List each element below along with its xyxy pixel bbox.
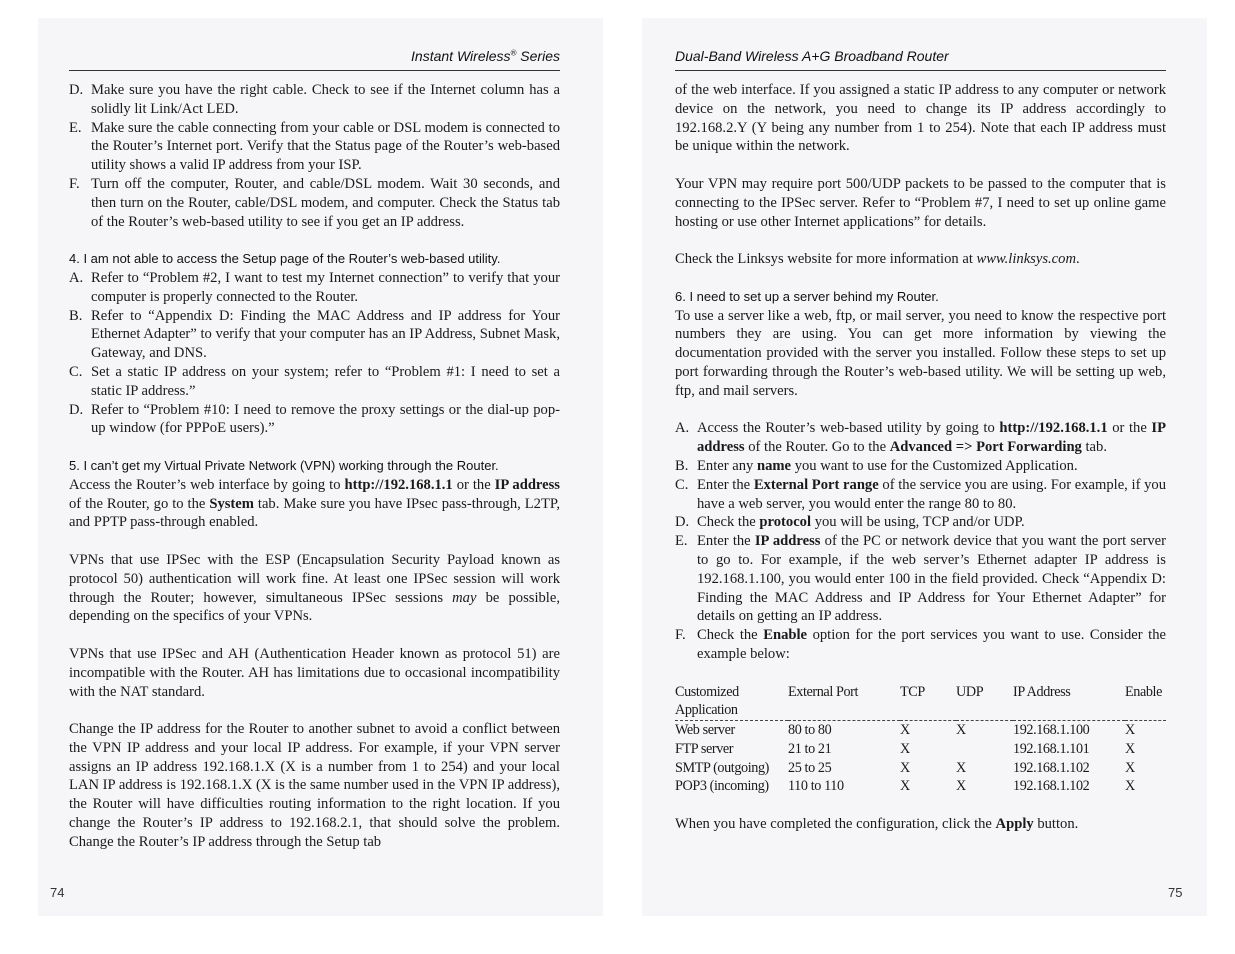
left-running-header — [69, 48, 560, 71]
step-text: Access the Router’s web-based utility by going to http://192.168.1.1 or the IP address of the Router. Go to the Advanced => Port Forwarding tab. — [697, 420, 1167, 456]
item-label: E. — [69, 119, 82, 136]
right-running-header: Dual-Band Wireless A+G Broadband Router — [675, 48, 1166, 71]
table-cell: 110 to 110 — [788, 778, 844, 795]
item-text: Turn off the computer, Router, and cable/DSL modem. Wait 30 seconds, and then turn on the Router, cable/DSL modem, and computer. Check the Status tab of the Router’s web-based utility to see if you get an IP address. — [91, 175, 560, 230]
table-cell: X — [956, 759, 966, 776]
problem-6-heading: 6. I need to set up a server behind my Router. — [675, 288, 939, 304]
step-text: Enter any name you want to use for the Customized Application. — [697, 457, 1078, 474]
table-cell: 21 to 21 — [788, 740, 832, 757]
right-body — [675, 81, 1166, 834]
table-cell: X — [1125, 778, 1135, 795]
column-header: Customized Application — [675, 683, 788, 721]
table-cell: Web server — [675, 722, 735, 739]
problem-5-heading: 5. I can’t get my Virtual Private Network (VPN) working through the Router. — [69, 457, 499, 473]
table-cell: 192.168.1.101 — [1013, 740, 1090, 757]
table-row — [675, 759, 1166, 778]
right-page-number: 75 — [1168, 885, 1183, 900]
port-forwarding-table — [675, 683, 1166, 797]
header-brand: Instant Wireless — [411, 48, 511, 64]
column-header: Enable — [1125, 683, 1166, 721]
step-item — [675, 476, 1166, 514]
item-text: Refer to “Problem #2, I want to test my Internet connection” to verify that your computer is properly connected to the Router. — [91, 269, 560, 305]
header-series: Series — [516, 48, 560, 64]
item-text: Make sure the cable connecting from your cable or DSL modem is connected to the Router’s Internet port. Verify that the Status page of the Router’s web-based utility shows a valid IP address from your ISP. — [91, 119, 560, 174]
step-label: E. — [675, 533, 688, 550]
step-label: C. — [675, 476, 689, 493]
step-text: Check the Enable option for the port services you want to use. Consider the example below: — [697, 627, 1166, 662]
list-item — [69, 269, 560, 307]
item-text: Refer to “Appendix D: Finding the MAC Address and IP address for Your Ethernet Adapter” to verify that your computer has an IP Address, Subnet Mask, Gateway, and DNS. — [91, 307, 560, 362]
linksys-website-paragraph: Check the Linksys website for more information at www.linksys.com. — [675, 251, 1080, 268]
item-text: Refer to “Problem #10: I need to remove the proxy settings or the dial-up pop-up window (for PPPoE users).” — [91, 401, 560, 437]
column-header: IP Address — [1013, 683, 1125, 721]
item-text: Set a static IP address on your system; refer to “Problem #1: I need to set a static IP address.” — [91, 363, 560, 399]
item-label: B. — [69, 307, 83, 324]
table-cell: FTP server — [675, 740, 734, 757]
table-row — [675, 777, 1166, 796]
table-cell: X — [1125, 759, 1135, 776]
table-cell: X — [956, 778, 966, 795]
table-cell: 25 to 25 — [788, 759, 832, 776]
table-cell: X — [900, 759, 910, 776]
table-cell: 80 to 80 — [788, 722, 832, 739]
table-row — [675, 740, 1166, 759]
list-item — [69, 81, 560, 119]
step-label: F. — [675, 627, 686, 644]
vpn-paragraph-3: VPNs that use IPSec and AH (Authentication Header known as protocol 51) are incompatible with the Router. AH has limitations due to occasional incompatibility with the NAT standard. — [69, 645, 560, 700]
table-cell: X — [956, 722, 966, 739]
left-body — [69, 81, 560, 852]
list-item — [69, 401, 560, 439]
column-header: External Port — [788, 683, 900, 721]
table-cell: 192.168.1.102 — [1013, 759, 1090, 776]
continuation-paragraph: of the web interface. If you assigned a static IP address to any computer or network device on the network, you need to change its IP address accordingly to 192.168.2.Y (Y being any number from 1 to 254). Note that each IP address must be unique within the network. — [675, 82, 1166, 155]
item-label: A. — [69, 269, 84, 286]
step-text: Enter the IP address of the PC or network device that you want the port server to go to. For example, if the web server’s Ethernet adapter IP address is 192.168.1.100, you would enter 100 in the field provided. Check “Appendix D: Finding the MAC Address and IP Address for Your Ethernet Adapter” for details on getting an IP address. — [697, 533, 1166, 625]
step-item — [675, 532, 1166, 626]
registered-mark: ® — [510, 48, 517, 58]
closing-paragraph: When you have completed the configuration, click the Apply button. — [675, 816, 1079, 833]
website-link[interactable]: www.linksys.com — [976, 251, 1076, 268]
vpn-paragraph-4: Change the IP address for the Router to another subnet to avoid a conflict between the VPN IP address and your local IP address. For example, if your VPN server assigns an IP address 192.168.1.X (X is a number from 1 to 254) and your local LAN IP address is 192.168.1.X (X is the same number used in the VPN IP address), the Router will have difficulties routing information to the right location. If you change the Router’s IP address to 192.168.2.1, that should solve the problem. Change the Router’s IP address through the Setup tab — [69, 721, 560, 850]
item-label: D. — [69, 401, 84, 418]
vpn-port-paragraph: Your VPN may require port 500/UDP packets to be passed to the computer that is connecting to the IPSec server. Refer to “Problem #7, I need to set up online game hosting or use other Internet applications” for details. — [675, 175, 1166, 230]
table-header-row — [675, 683, 1166, 721]
table-cell: SMTP (outgoing) — [675, 759, 769, 776]
table-cell: POP3 (incoming) — [675, 778, 769, 795]
item-label: C. — [69, 363, 83, 380]
table-cell: 192.168.1.102 — [1013, 778, 1090, 795]
step-label: A. — [675, 420, 690, 437]
left-page-number: 74 — [50, 885, 65, 900]
step-item — [675, 626, 1166, 664]
column-header: UDP — [956, 683, 1013, 721]
item-label: D. — [69, 82, 84, 98]
table-cell — [956, 740, 1013, 759]
item-label: F. — [69, 175, 80, 192]
list-item — [69, 119, 560, 175]
step-text: Enter the External Port range of the service you are using. For example, if you have a web server, you would enter the range 80 to 80. — [697, 476, 1167, 512]
list-item — [69, 363, 560, 401]
server-intro-paragraph: To use a server like a web, ftp, or mail server, you need to know the respective port numbers they are using. You can get more information by viewing the documentation provided with the server you installed. Follow these steps to set up port forwarding through the Router’s web-based utility. We will be setting up web, ftp, and mail servers. — [675, 307, 1166, 399]
step-item — [675, 513, 1166, 532]
step-label: D. — [675, 514, 690, 531]
item-text: Make sure you have the right cable. Check to see if the Internet column has a solidly lit Link/Act LED. — [91, 82, 560, 117]
table-cell: X — [900, 778, 910, 795]
step-label: B. — [675, 457, 689, 474]
column-header: TCP — [900, 683, 956, 721]
table-cell: 192.168.1.100 — [1013, 722, 1090, 739]
step-item — [675, 457, 1166, 476]
table-cell: X — [900, 722, 910, 739]
step-text: Check the protocol you will be using, TCP and/or UDP. — [697, 514, 1025, 531]
table-cell: X — [1125, 722, 1135, 739]
vpn-paragraph-1: Access the Router’s web interface by going to http://192.168.1.1 or the IP address of the Router, go to the System tab. Make sure you have IPsec pass-through, L2TP, and PPTP pass-through enabled. — [69, 476, 560, 531]
list-item — [69, 175, 560, 231]
step-item — [675, 419, 1166, 457]
table-cell: X — [1125, 740, 1135, 757]
list-item — [69, 307, 560, 363]
table-cell: X — [900, 740, 910, 757]
vpn-paragraph-2: VPNs that use IPSec with the ESP (Encapsulation Security Payload known as protocol 50) authentication will work fine. At least one IPSec session will work through the Router; however, simultaneous IPSec sessions may be possible, depending on the specifics of your VPNs. — [69, 551, 560, 625]
problem-4-heading: 4. I am not able to access the Setup page of the Router’s web-based utility. — [69, 251, 501, 267]
table-row — [675, 721, 1166, 740]
